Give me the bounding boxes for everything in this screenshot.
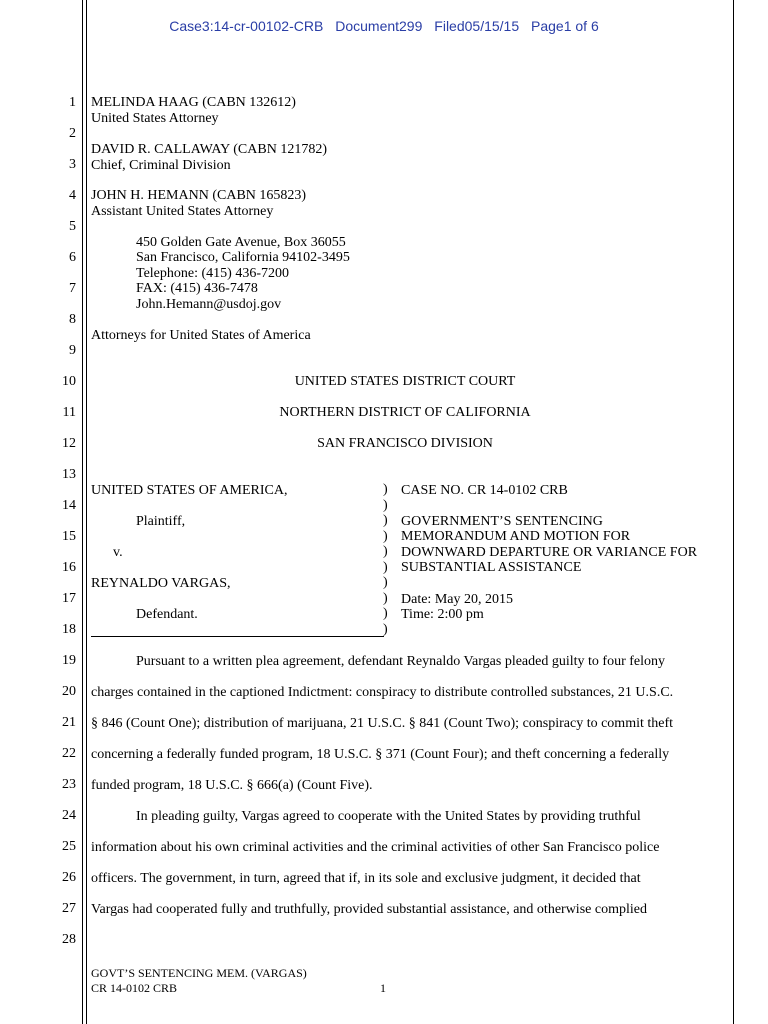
caption-paren: ) (383, 482, 388, 497)
attorney-name: DAVID R. CALLAWAY (CABN 121782) (91, 142, 327, 157)
body-line: funded program, 18 U.S.C. § 666(a) (Count Five). (91, 778, 373, 793)
body-line: charges contained in the captioned Indictment: conspiracy to distribute controlled substances, 21 U.S.C. (91, 685, 674, 700)
document-title: SUBSTANTIAL ASSISTANCE (401, 560, 582, 575)
body-line: information about his own criminal activities and the criminal activities of other San Francisco police (91, 840, 660, 855)
page-number: 1 (380, 981, 386, 995)
header-document-number: Document299 (335, 18, 423, 34)
line-number: 25 (62, 839, 76, 854)
caption-paren: ) (383, 528, 388, 544)
line-number: 7 (69, 281, 76, 296)
ecf-header (0, 18, 768, 34)
line-number: 21 (62, 715, 76, 730)
body-line: § 846 (Count One); distribution of marijuana, 21 U.S.C. § 841 (Count Two); conspiracy to commit theft (91, 716, 674, 731)
line-number: 23 (62, 777, 76, 792)
attorney-title: Chief, Criminal Division (91, 158, 231, 173)
line-number: 3 (69, 157, 76, 172)
attorney-title: Assistant United States Attorney (91, 204, 274, 219)
header-filed-date: Filed05/15/15 (434, 18, 520, 34)
line-number: 17 (62, 591, 76, 606)
line-number: 13 (62, 467, 76, 482)
court-name: UNITED STATES DISTRICT COURT (294, 374, 516, 389)
line-number: 5 (69, 219, 76, 234)
court-division: SAN FRANCISCO DIVISION (317, 436, 493, 451)
line-number: 14 (62, 498, 76, 513)
line-number: 2 (69, 126, 76, 141)
caption-paren-column (383, 482, 393, 637)
body-line: Vargas had cooperated fully and truthfully, provided substantial assistance, and otherwise complied (91, 902, 647, 917)
caption-paren: ) (383, 497, 388, 513)
attorney-name: MELINDA HAAG (CABN 132612) (91, 95, 296, 110)
caption-paren: ) (383, 621, 388, 637)
header-case-number: Case3:14-cr-00102-CRB (169, 18, 324, 34)
attorney-title: United States Attorney (91, 111, 219, 126)
caption-underline (91, 636, 384, 637)
case-number: CASE NO. CR 14-0102 CRB (401, 483, 568, 498)
hearing-date: Date: May 20, 2015 (401, 592, 513, 607)
left-margin-rule-inner (86, 0, 87, 1024)
line-number: 8 (69, 312, 76, 327)
caption-paren: ) (383, 606, 388, 621)
line-number: 26 (62, 870, 76, 885)
body-line: In pleading guilty, Vargas agreed to cooperate with the United States by providing truthful (136, 809, 641, 824)
right-margin-rule (733, 0, 734, 1024)
caption-paren: ) (383, 575, 388, 590)
line-number: 10 (62, 374, 76, 389)
body-line: Pursuant to a written plea agreement, defendant Reynaldo Vargas pleaded guilty to four felony (136, 654, 665, 669)
office-telephone: Telephone: (415) 436-7200 (136, 266, 289, 281)
attorney-name: JOHN H. HEMANN (CABN 165823) (91, 188, 307, 203)
line-number: 4 (69, 188, 76, 203)
defendant-role: Defendant. (136, 607, 198, 622)
office-email: John.Hemann@usdoj.gov (136, 297, 282, 312)
line-number: 18 (62, 622, 76, 637)
line-number: 6 (69, 250, 76, 265)
line-number: 28 (62, 932, 76, 947)
body-line: officers. The government, in turn, agreed that if, in its sole and exclusive judgment, it decided that (91, 871, 641, 886)
line-number: 19 (62, 653, 76, 668)
plaintiff-role: Plaintiff, (136, 514, 186, 529)
line-number: 11 (62, 405, 76, 420)
document-title: GOVERNMENT’S SENTENCING (401, 514, 603, 529)
defendant-party: REYNALDO VARGAS, (91, 576, 231, 591)
header-page-count: Page1 of 6 (531, 18, 599, 34)
line-number: 15 (62, 529, 76, 544)
footer-case: CR 14-0102 CRB (91, 981, 178, 995)
court-district: NORTHERN DISTRICT OF CALIFORNIA (279, 405, 531, 420)
line-number: 16 (62, 560, 76, 575)
hearing-time: Time: 2:00 pm (401, 607, 484, 622)
left-margin-rule-outer (82, 0, 83, 1024)
caption-paren: ) (383, 590, 388, 606)
caption-paren: ) (383, 544, 388, 559)
versus: v. (113, 545, 123, 560)
caption-paren: ) (383, 559, 388, 575)
office-fax: FAX: (415) 436-7478 (136, 281, 258, 296)
document-title: MEMORANDUM AND MOTION FOR (401, 529, 631, 544)
line-number: 1 (69, 95, 76, 110)
body-line: concerning a federally funded program, 18 U.S.C. § 371 (Count Four); and theft concerning a federally (91, 747, 670, 762)
line-number: 22 (62, 746, 76, 761)
line-number: 20 (62, 684, 76, 699)
line-number: 27 (62, 901, 76, 916)
document-title: DOWNWARD DEPARTURE OR VARIANCE FOR (401, 545, 698, 560)
line-number: 9 (69, 343, 76, 358)
caption-paren: ) (383, 513, 388, 528)
line-number: 12 (62, 436, 76, 451)
footer-title: GOVT’S SENTENCING MEM. (VARGAS) (91, 966, 307, 980)
attorneys-for: Attorneys for United States of America (91, 328, 311, 343)
office-address-line: San Francisco, California 94102-3495 (136, 250, 350, 265)
office-address-line: 450 Golden Gate Avenue, Box 36055 (136, 235, 346, 250)
line-number: 24 (62, 808, 76, 823)
plaintiff-party: UNITED STATES OF AMERICA, (91, 483, 288, 498)
